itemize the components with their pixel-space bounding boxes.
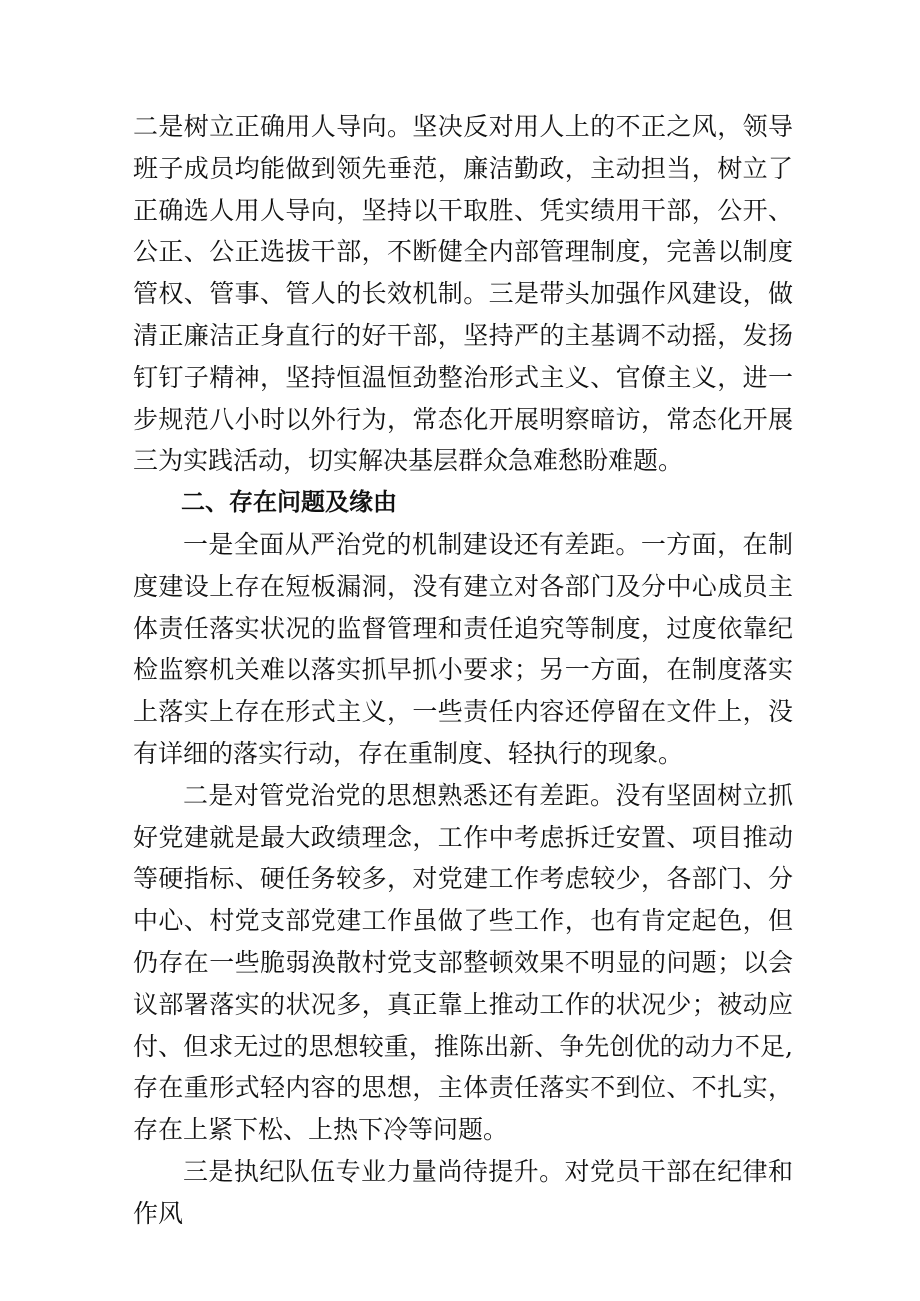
paragraph-body-1: 一是全面从严治党的机制建设还有差距。一方面，在制度建设上存在短板漏洞，没有建立对各部门及分中心成员主体责任落实状况的监督管理和责任追究等制度，过度依靠纪检监察机关难以落实抓早抓小要求；另一方面，在制度落实上落实上存在形式主义，一些责任内容还停留在文件上，没有详细的落实行动，存在重制度、轻执行的现象。 [133, 529, 793, 768]
paragraph-continuation: 二是树立正确用人导向。坚决反对用人上的不正之风，领导班子成员均能做到领先垂范，廉洁勤政，主动担当，树立了正确选人用人导向，坚持以干取胜、凭实绩用干部，公开、公正、公正选拔干部，不断健全内部管理制度，完善以制度管权、管事、管人的长效机制。三是带头加强作风建设，做清正廉洁正身直行的好干部，坚持严的主基调不动摇，发扬钉钉子精神，坚持恒温恒劲整治形式主义、官僚主义，进一步规范八小时以外行为，常态化开展明察暗访，常态化开展三为实践活动，切实解决基层群众急难愁盼难题。 [133, 112, 793, 476]
section-heading: 二、存在问题及缘由 [181, 488, 397, 517]
paragraph-body-2: 二是对管党治党的思想熟悉还有差距。没有坚固树立抓好党建就是最大政绩理念，工作中考虑拆迁安置、项目推动等硬指标、硬任务较多，对党建工作考虑较少，各部门、分中心、村党支部党建工作虽做了些工作，也有肯定起色，但仍存在一些脆弱涣散村党支部整顿效果不明显的问题；以会议部署落实的状况多，真正靠上推动工作的状况少；被动应付、但求无过的思想较重，推陈出新、争先创优的动力不足,存在重形式轻内容的思想，主体责任落实不到位、不扎实，存在上紧下松、上热下冷等问题。 [133, 780, 793, 1145]
paragraph-body-3: 三是执纪队伍专业力量尚待提升。对党员干部在纪律和作风 [133, 1156, 793, 1228]
document-body [133, 106, 793, 1235]
